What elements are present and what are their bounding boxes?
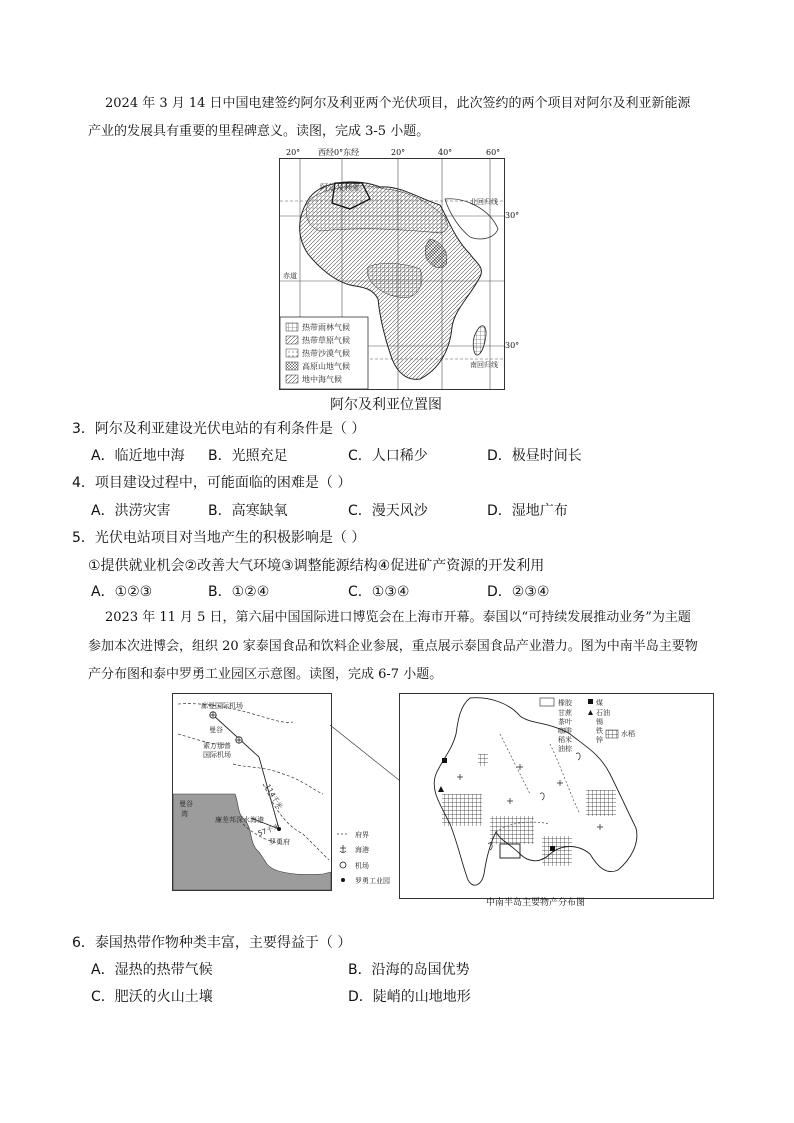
q4-option-b[interactable]: B．高寒缺氧 [208, 503, 288, 519]
coal-icon [550, 846, 555, 851]
tick-40e: 40° [438, 148, 453, 157]
tick-20w: 20° [286, 148, 301, 157]
intro1-line2: 产业的发展具有重要的里程碑意义。读图，完成 3-5 小题。 [88, 124, 430, 139]
legend-rice-product: 稻米 [558, 736, 572, 744]
legend-tin: 锡 [596, 718, 603, 726]
tick-0: 西经0°东经 [318, 148, 360, 157]
q4-option-a[interactable]: A．洪涝灾害 [91, 503, 171, 519]
q4-option-c[interactable]: C．漫天风沙 [348, 503, 428, 519]
label-tropic-s: 南回归线 [470, 361, 498, 369]
q5-option-c[interactable]: C．①③④ [348, 584, 410, 600]
legend-desert: 热带沙漠气候 [302, 349, 350, 358]
product-map-svg [400, 694, 713, 898]
airport-icon [236, 737, 242, 743]
tick-20e: 20° [391, 148, 406, 157]
legend-port: 海港 [355, 846, 369, 854]
label-equator: 赤道 [283, 272, 297, 280]
q5-option-a[interactable]: A．①②③ [91, 584, 153, 600]
label-dist-114: 114千米 [263, 783, 284, 811]
q4-stem: 4．项目建设过程中，可能面临的困难是（ ） [72, 475, 352, 491]
q3-option-a[interactable]: A．临近地中海 [91, 448, 185, 464]
label-tropic-n: 北回归线 [470, 198, 498, 206]
legend-boundary: 府界 [355, 831, 369, 839]
label-rayong: 罗勇府 [269, 838, 290, 846]
q4-option-d[interactable]: D．湿地广布 [487, 503, 568, 519]
label-bangkok: 曼谷 [209, 726, 223, 734]
legend-mediterranean: 地中海气候 [302, 375, 342, 384]
legend-highland: 高原山地气候 [302, 362, 350, 371]
q5-sub-items: ①提供就业机会②改善大气环境③调整能源结构④促进矿产资源的开发利用 [88, 558, 545, 574]
legend-rainforest: 热带雨林气候 [302, 323, 350, 332]
label-dist-57: 57千米 [256, 822, 282, 838]
legend-coffee: 咖啡 [558, 727, 572, 735]
tick-30s: 30° [505, 341, 520, 350]
legend-zinc: 锌 [596, 736, 603, 744]
product-map [399, 693, 714, 899]
africa-map-svg [280, 159, 504, 389]
legend-coal: 煤 [596, 699, 603, 707]
q6-option-c[interactable]: C．肥沃的火山土壤 [91, 989, 213, 1005]
q6-option-a[interactable]: A．湿热的热带气候 [91, 962, 213, 978]
legend-paddy: 水稻 [621, 730, 635, 738]
airport-icon [210, 712, 216, 718]
q3-option-c[interactable]: C．人口稀少 [348, 448, 428, 464]
product-map-caption: 中南半岛主要物产分布图 [486, 898, 586, 908]
q6-option-b[interactable]: B．沿海的岛国优势 [348, 962, 470, 978]
legend-rubber: 橡胶 [558, 699, 572, 707]
q5-stem: 5．光伏电站项目对当地产生的积极影响是（ ） [72, 530, 366, 546]
q5-option-d[interactable]: D．②③④ [487, 584, 550, 600]
africa-map-caption: 阿尔及利亚位置图 [330, 397, 442, 413]
legend-airport: 机场 [355, 862, 369, 870]
rayong-map [172, 693, 332, 891]
africa-map [279, 158, 505, 390]
label-port: 廉差邦深水海港 [215, 816, 264, 824]
legend-savanna: 热带草原气候 [302, 336, 350, 345]
label-gulf-1: 曼谷 [179, 800, 193, 808]
legend-park: 罗勇工业园 [355, 877, 390, 885]
legend-oil: 石油 [596, 709, 610, 717]
legend-tea: 茶叶 [558, 718, 572, 726]
coal-icon [442, 758, 447, 763]
label-suvarnabhumi-2: 国际机场 [203, 751, 231, 759]
q6-option-d[interactable]: D．陡峭的山地地形 [348, 989, 471, 1005]
dot-icon [341, 878, 345, 882]
q3-option-d[interactable]: D．极昼时间长 [487, 448, 582, 464]
intro2-line2: 参加本次进博会，组织 20 家泰国食品和饮料企业参展，重点展示泰国食品产业潜力。图为中南半岛主要物 [88, 639, 698, 654]
label-gulf-2: 湾 [181, 810, 188, 818]
tick-60e: 60° [486, 148, 501, 157]
q5-option-b[interactable]: B．①②④ [208, 584, 270, 600]
q3-stem: 3．阿尔及利亚建设光伏电站的有利条件是（ ） [72, 421, 366, 437]
tick-30n: 30° [505, 211, 520, 220]
legend-oilpalm: 油棕 [558, 745, 572, 753]
legend-sugarcane: 甘蔗 [558, 709, 572, 717]
intro2-line3: 产分布图和泰中罗勇工业园区示意图。读图，完成 6-7 小题。 [88, 667, 443, 682]
rayong-map-svg [173, 694, 331, 890]
q3-option-b[interactable]: B．光照充足 [208, 448, 288, 464]
intro2-line1: 2023 年 11 月 5 日，第六届中国国际进口博览会在上海市开幕。泰国以“可持续发展推动业务”为主题 [105, 610, 691, 625]
q6-stem: 6．泰国热带作物种类丰富，主要得益于（ ） [72, 935, 352, 951]
legend-iron: 铁 [596, 727, 603, 735]
intro1-line1: 2024 年 3 月 14 日中国电建签约阿尔及利亚两个光伏项目，此次签约的两个项目对阿尔及利亚新能源 [105, 96, 691, 111]
label-algeria: 阿尔及利亚 [320, 183, 360, 192]
label-suvarnabhumi-1: 素万那普 [203, 742, 231, 750]
label-donmueang: 廊曼国际机场 [201, 702, 243, 710]
